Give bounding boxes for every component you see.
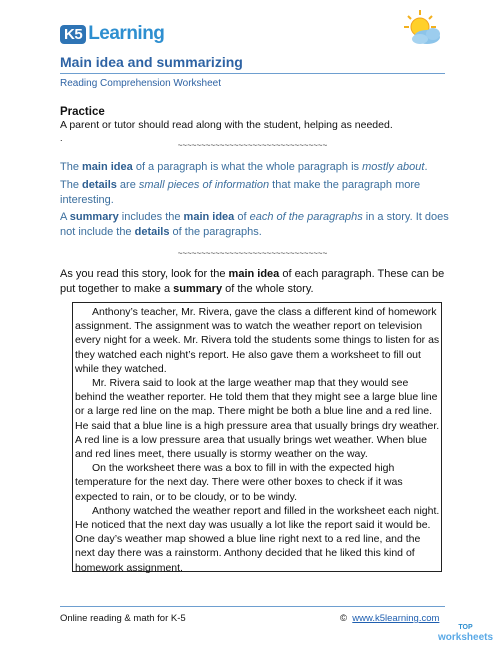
logo-k5-badge: K5: [60, 25, 86, 44]
top-label: TOP: [458, 624, 473, 631]
story-paragraph: On the worksheet there was a box to fill in with the expected high temperature for the next day. There were other boxes to check if it was expected to rain, or to be cloudy, or to be windy.: [75, 462, 403, 503]
summary-definition: A summary includes the main idea of each of the paragraphs in a story. It does not include the details of the paragraphs.: [60, 211, 449, 238]
story-paragraph: Mr. Rivera said to look at the large weather map that they would see behind the weather reporter. He told them that they might see a large blue line or a large red line on the map. There might be both a blue line and a red line. He said that a blue line is a high pressure area that usually brings dry weather. A red line is a low pressure area that usually brings wet weather. When blue and red lines meet, there usually is stormy weather on the way.: [75, 377, 440, 461]
practice-heading: Practice: [60, 106, 105, 118]
footer-tagline: Online reading & math for K-5: [60, 613, 186, 624]
story-paragraph: Anthony watched the weather report and filled in the worksheet each night. He noticed that the next day was usually a lot like the report said it would be. One day’s weather map showed a blue line right next to a red line, and the next day there was a rainstorm. Anthony decided that he liked this kind of homework assignment.: [75, 504, 440, 574]
story-paragraph: Anthony’s teacher, Mr. Rivera, gave the class a different kind of homework assignment. The assignment was to watch the weather report on television every night for a week. Mr. Rivera told the students some things to listen for as they watched each night’s report. He also gave them a worksheet to fill out while they watched.: [75, 306, 440, 375]
page-subtitle: Reading Comprehension Worksheet: [60, 78, 222, 89]
k5learning-link[interactable]: www.k5learning.com: [352, 613, 440, 624]
footer-divider: [60, 606, 445, 607]
separator-bottom: ~~~~~~~~~~~~~~~~~~~~~~~~~~~~~~~~: [177, 249, 328, 258]
footer-copyright: © www.k5learning.com: [340, 613, 440, 624]
story-text: [75, 305, 441, 575]
top-worksheets-logo: [438, 623, 493, 643]
reading-instructions: As you read this story, look for the main idea of each paragraph. These can be put together to make a summary of the whole story.: [60, 268, 445, 295]
sun-cloud-icon: [400, 8, 444, 48]
logo-learning-text: Learning: [88, 23, 165, 44]
details-definition: The details are small pieces of information that make the paragraph more interesting.: [60, 179, 421, 206]
worksheets-label: worksheets: [438, 632, 494, 643]
stray-dot: .: [60, 133, 63, 143]
title-divider: [60, 73, 445, 74]
page-title: Main idea and summarizing: [60, 54, 243, 70]
practice-instructions: A parent or tutor should read along with the student, helping as needed.: [60, 119, 393, 131]
separator-top: ~~~~~~~~~~~~~~~~~~~~~~~~~~~~~~~~: [177, 141, 328, 150]
main-idea-definition: The main idea of a paragraph is what the whole paragraph is mostly about.: [60, 161, 428, 173]
k5-learning-logo: [60, 22, 164, 46]
